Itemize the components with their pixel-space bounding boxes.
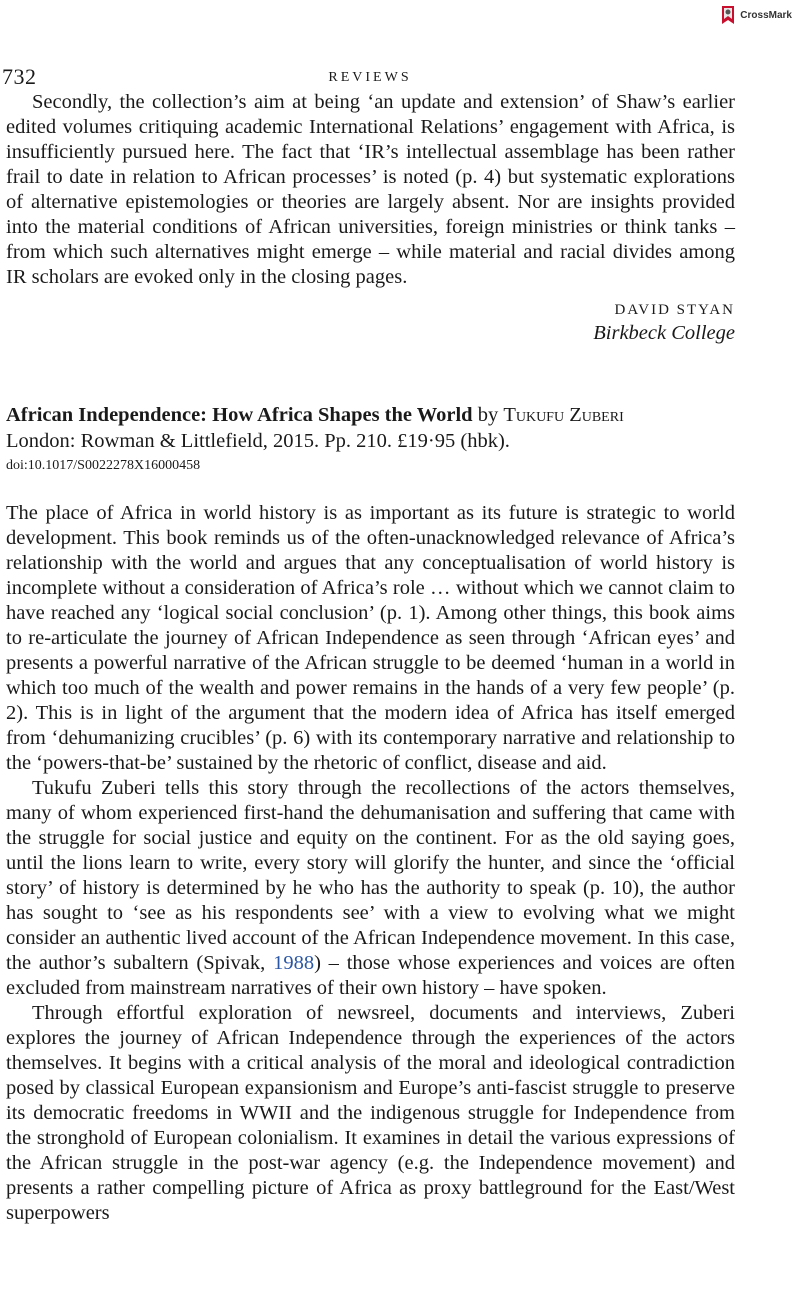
reviewer-affiliation: Birkbeck College [593, 322, 735, 344]
book-title-line [6, 402, 735, 428]
review-closing-paragraph: Secondly, the collection’s aim at being ‘an update and extension’ of Shaw’s earlier edited volumes critiquing academic International Relations’ engagement with Africa, is insufficiently pursued here. The fact that ‘IR’s intellectual assemblage has been rather frail to date in relation to African processes’ is noted (p. 4) but systematic explorations of alternative epistemologies or theories are largely absent. Nor are insights provided into the material conditions of African universities, foreign ministries or think tanks – from which such alternatives might emerge – while material and racial divides among IR scholars are evoked only in the closing pages. [6, 91, 735, 288]
review-paragraph-2 [6, 776, 735, 1001]
page-content [6, 90, 735, 1226]
book-review-header [6, 402, 735, 477]
book-title: African Independence: How Africa Shapes the World [6, 404, 473, 426]
page-number: 732 [2, 64, 37, 89]
review-paragraph-3: Through effortful exploration of newsreel, documents and interviews, Zuberi explores the journey of African Independence through the experiences of the actors themselves. It begins with a critical analysis of the moral and ideological contradiction posed by classical European expansionism and Europe’s anti-fascist struggle to preserve its democratic freedoms in WWII and the indigenous struggle for Independence from the stronghold of European colonialism. It examines in detail the various expressions of the African struggle in the post-war agency (e.g. the Independence movement) and presents a rather compelling picture of Africa as proxy battleground for the East/West superpowers [6, 1002, 735, 1224]
crossmark-label: CrossMark [740, 9, 792, 21]
reviewer-name: DAVID STYAN [614, 302, 735, 318]
crossmark-icon [719, 4, 737, 26]
crossmark-badge[interactable] [719, 4, 792, 26]
review-paragraph-2-part2: ) – those whose experiences and voices are often excluded from mainstream narratives of their own history – have spoken. [6, 952, 735, 999]
book-author: Tukufu Zuberi [503, 404, 624, 426]
doi-link[interactable]: doi:10.1017/S0022278X16000458 [6, 458, 201, 473]
citation-link[interactable]: 1988 [273, 952, 315, 974]
reviewer-signoff [6, 299, 735, 346]
running-head: REVIEWS [328, 70, 412, 85]
review-paragraph-2-part1: Tukufu Zuberi tells this story through the recollections of the actors themselves, many of whom experienced first-hand the dehumanisation and suffering that came with the struggle for social justice and equity on the continent. For as the old saying goes, until the lions learn to write, every story will glorify the hunter, and since the ‘official story’ of history is determined by he who has the authority to speak (p. 10), the author has sought to ‘see as his respondents see’ with a view to evolving what we might consider an authentic lived account of the African Independence movement. In this case, the author’s subaltern (Spivak, [6, 777, 735, 974]
book-by: by [477, 404, 499, 426]
publication-details: London: Rowman & Littlefield, 2015. Pp. 210. £19·95 (hbk). [6, 430, 510, 452]
review-paragraph-1: The place of Africa in world history is as important as its future is strategic to world development. This book reminds us of the often-unacknowledged relevance of Africa’s relationship with the world and argues that any conceptualisation of world history is incomplete without a consideration of Africa’s role … without which we cannot claim to have reached any ‘logical social conclusion’ (p. 1). Among other things, this book aims to re-articulate the journey of African Independence as seen through ‘African eyes’ and presents a powerful narrative of the African struggle to be deemed ‘human in a world in which too much of the wealth and power remains in the hands of a very few people’ (p. 2). This is in light of the argument that the modern idea of Africa has itself emerged from ‘dehumanizing crucibles’ (p. 6) with its contemporary narrative and relationship to the ‘powers-that-be’ sustained by the rhetoric of conflict, disease and aid. [6, 502, 735, 774]
